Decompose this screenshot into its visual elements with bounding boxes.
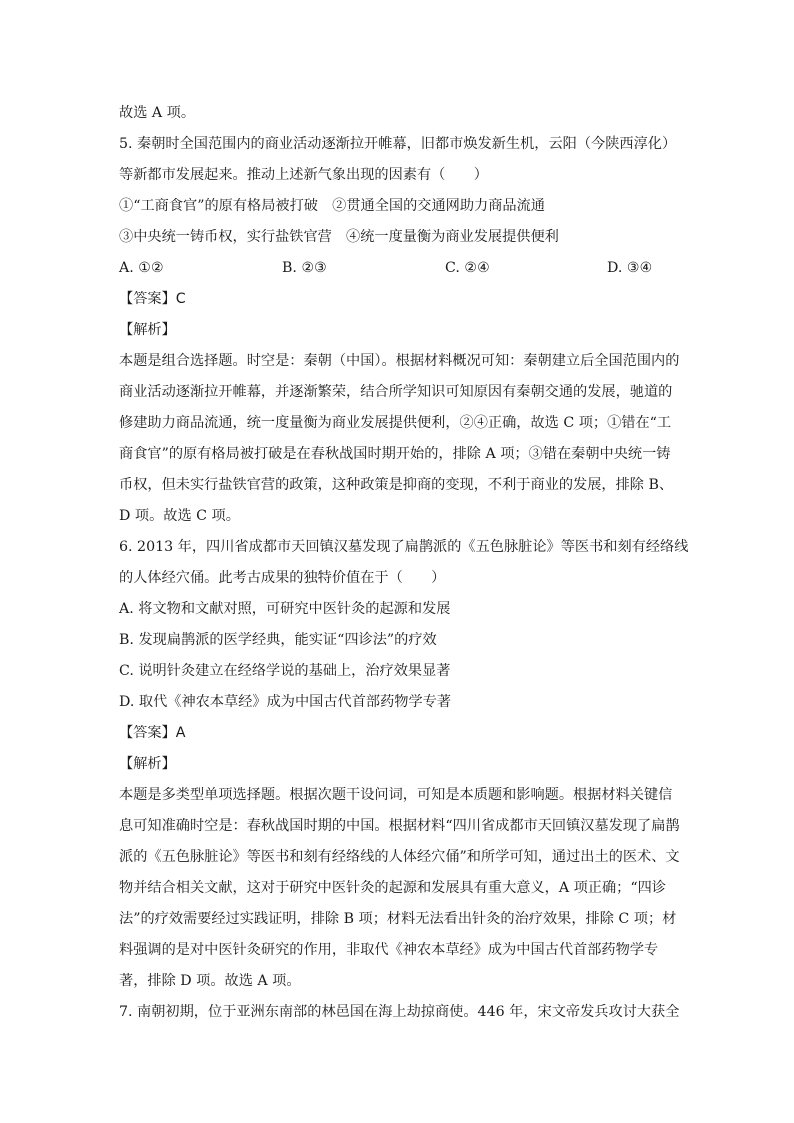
document-page (119, 98, 689, 1028)
analysis-line: 修建助力商品流通，统一度量衡为商业发展提供便利，②④正确，故选 C 项；①错在“工 (119, 415, 672, 431)
question-stem: 7. 南朝初期，位于亚洲东南部的林邑国在海上劫掠商使。446 年，宋文帝发兵攻讨大获全 (119, 1004, 680, 1020)
analysis-label: 【解析】 (119, 756, 176, 772)
option-a: A. 将文物和文献对照，可研究中医针灸的起源和发展 (119, 601, 451, 617)
question-stem: 的人体经穴俑。此考古成果的独特价值在于（ ） (119, 570, 446, 586)
question-item: ③中央统一铸币权，实行盐铁官营 ④统一度量衡为商业发展提供便利 (119, 229, 559, 245)
analysis-line: 息可知准确时空是：春秋战国时期的中国。根据材料“四川省成都市天回镇汉墓发现了扁鹊 (119, 818, 680, 834)
analysis-line: 本题是多类型单项选择题。根据次题干设问词，可知是本质题和影响题。根据材料关键信 (119, 787, 673, 803)
question-stem: 等新都市发展起来。推动上述新气象出现的因素有（ ） (119, 167, 488, 183)
analysis-line: 法”的疗效需要经过实践证明，排除 B 项；材料无法看出针灸的治疗效果，排除 C 项；材 (119, 911, 677, 927)
analysis-line: 商业活动逐渐拉开帷幕，并逐渐繁荣，结合所学知识可知原因有秦朝交通的发展，驰道的 (119, 384, 673, 400)
answer-label: 【答案】C (119, 291, 186, 307)
option-d: D. 取代《神农本草经》成为中国古代首部药物学专著 (119, 694, 452, 710)
question-stem: 5. 秦朝时全国范围内的商业活动逐渐拉开帷幕，旧都市焕发新生机，云阳（今陕西淳化） (119, 136, 677, 152)
analysis-line: 派的《五色脉脏论》等医书和刻有经络线的人体经穴俑”和所学可知，通过出土的医术、文 (119, 849, 680, 865)
question-7 (119, 997, 679, 1028)
option-c: C. ②④ (445, 260, 490, 276)
options-row (119, 253, 679, 284)
option-b: B. 发现扁鹊派的医学经典，能实证“四诊法”的疗效 (119, 632, 437, 648)
analysis-line: 本题是组合选择题。时空是：秦朝（中国）。根据材料概况可知：秦朝建立后全国范围内的 (119, 353, 680, 369)
analysis-line: 商食官”的原有格局被打破是在春秋战国时期开始的，排除 A 项；③错在秦朝中央统一铸 (119, 446, 671, 462)
option-a: A. ①② (119, 260, 164, 276)
text-line: 故选 A 项。 (119, 105, 196, 121)
question-stem: 6. 2013 年，四川省成都市天回镇汉墓发现了扁鹊派的《五色脉脏论》等医书和刻有经络线 (119, 539, 689, 555)
answer-label: 【答案】A (119, 725, 186, 741)
analysis-label: 【解析】 (119, 322, 176, 338)
option-d: D. ③④ (607, 260, 653, 276)
analysis-line: 币权，但未实行盐铁官营的政策，这种政策是抑商的变现，不利于商业的发展，排除 B、 (119, 477, 674, 493)
analysis-line: 著，排除 D 项。故选 A 项。 (119, 973, 301, 989)
question-5 (119, 129, 679, 532)
option-b: B. ②③ (282, 260, 327, 276)
question-6 (119, 532, 689, 997)
analysis-line: 料强调的是对中医针灸研究的作用，非取代《神农本草经》成为中国古代首部药物学专 (119, 942, 659, 958)
analysis-line: 物并结合相关文献，这对于研究中医针灸的起源和发展具有重大意义，A 项正确；“四诊 (119, 880, 666, 896)
option-c: C. 说明针灸建立在经络学说的基础上，治疗效果显著 (119, 663, 451, 679)
question-item: ①“工商食官”的原有格局被打破 ②贯通全国的交通网助力商品流通 (119, 198, 545, 214)
analysis-line: D 项。故选 C 项。 (119, 508, 240, 524)
